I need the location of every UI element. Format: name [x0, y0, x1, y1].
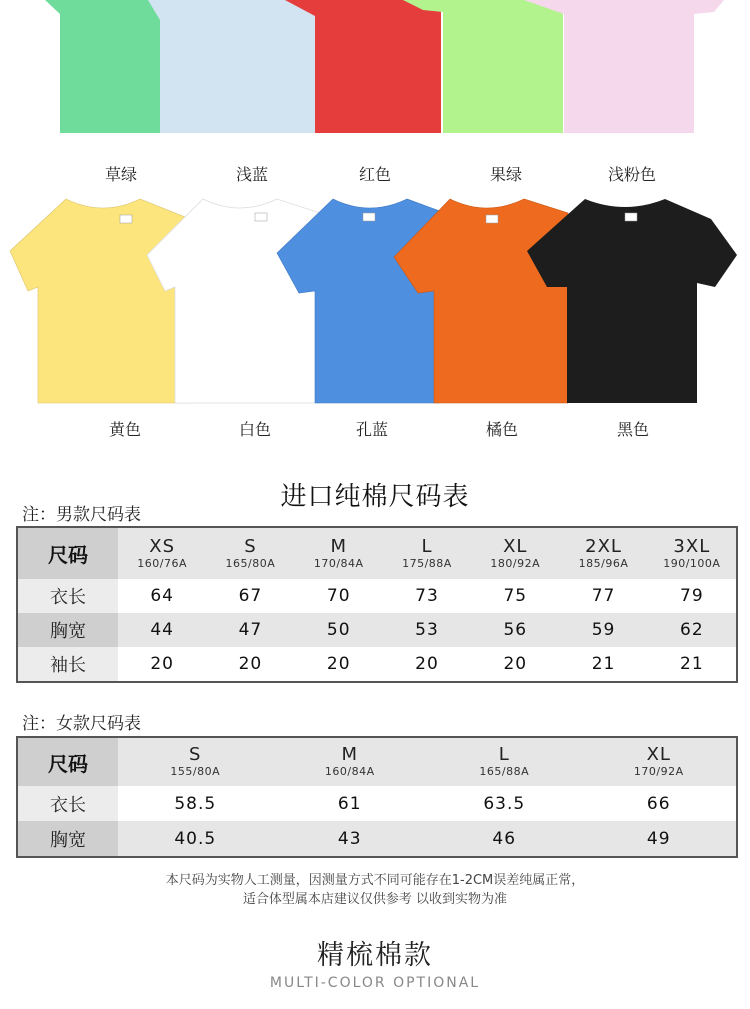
row-label: 胸宽 — [18, 821, 118, 856]
table-cell: 43 — [337, 828, 362, 849]
size-name: L — [498, 744, 510, 765]
size-spec: 170/84A — [313, 556, 364, 570]
men-size-table — [16, 526, 738, 683]
table-cell: 73 — [415, 586, 439, 606]
row-label: 袖长 — [18, 647, 118, 681]
size-spec: 180/92A — [490, 556, 541, 570]
table-cell: 21 — [591, 654, 616, 674]
size-spec: 190/100A — [663, 556, 721, 570]
color-label-light-pink: 浅粉色 — [607, 165, 656, 184]
measurement-disclaimer-line-2: 适合体型属本店建议仅供参考 以收到实物为准 — [242, 892, 508, 907]
color-label-peacock-blue: 孔蓝 — [355, 420, 388, 439]
size-name: 3XL — [673, 535, 711, 557]
color-label-red: 红色 — [358, 165, 391, 184]
women-size-note: 注：女款尺码表 — [22, 714, 141, 734]
women-size-col — [118, 738, 273, 786]
table-row — [18, 579, 736, 613]
men-size-col — [383, 528, 471, 579]
table-cell: 70 — [326, 586, 351, 606]
size-spec: 165/80A — [225, 556, 276, 570]
table-cell: 50 — [326, 620, 351, 640]
table-cell: 75 — [503, 586, 528, 606]
size-name: M — [341, 744, 359, 765]
table-cell: 49 — [646, 828, 671, 849]
color-label-orange: 橘色 — [485, 420, 518, 439]
size-name: S — [189, 744, 202, 765]
size-spec: 160/76A — [137, 556, 187, 570]
table-cell: 63.5 — [483, 793, 526, 814]
table-cell: 46 — [492, 828, 517, 849]
measurement-disclaimer-line-1: 本尺码为实物人工测量，因测量方式不同可能存在1-2CM误差纯属正常， — [165, 873, 585, 888]
women-size-col — [273, 738, 428, 786]
row-label: 衣长 — [18, 579, 118, 613]
table-cell: 79 — [680, 586, 704, 606]
men-size-col — [559, 528, 647, 579]
size-spec: 165/88A — [479, 765, 530, 778]
size-name: 2XL — [585, 535, 622, 557]
size-header-label: 尺码 — [18, 528, 118, 579]
women-size-col — [582, 738, 737, 786]
size-spec: 175/88A — [402, 556, 452, 570]
shirt-swatch-light-pink[interactable] — [524, 0, 729, 133]
table-cell: 20 — [326, 654, 351, 674]
size-spec: 170/92A — [633, 765, 684, 778]
color-label-light-blue: 浅蓝 — [235, 165, 268, 184]
color-label-white: 白色 — [238, 420, 271, 439]
women-size-header-row — [18, 738, 736, 786]
men-size-col — [295, 528, 383, 579]
table-cell: 20 — [238, 654, 263, 674]
table-cell: 61 — [337, 793, 362, 814]
men-size-col — [648, 528, 736, 579]
table-cell: 40.5 — [174, 828, 217, 849]
table-row — [18, 647, 736, 681]
women-size-col — [427, 738, 582, 786]
men-size-note: 注：男款尺码表 — [22, 505, 141, 525]
table-row — [18, 613, 736, 647]
table-cell: 56 — [503, 620, 528, 640]
table-cell: 64 — [150, 586, 174, 606]
shirt-swatch-black[interactable] — [525, 195, 740, 405]
section-title-combed-cotton: 精梳棉款 — [317, 940, 433, 971]
size-header-label: 尺码 — [18, 738, 118, 786]
table-cell: 59 — [591, 620, 616, 640]
size-spec: 155/80A — [170, 765, 221, 778]
table-cell: 66 — [646, 793, 671, 814]
men-size-header-row — [18, 528, 736, 579]
size-name: XS — [149, 535, 176, 557]
size-name: M — [330, 535, 347, 557]
table-row — [18, 786, 736, 821]
table-cell: 53 — [415, 620, 439, 640]
color-label-fruit-green: 果绿 — [489, 165, 522, 184]
table-cell: 62 — [680, 620, 704, 640]
table-cell: 20 — [415, 654, 439, 674]
women-size-table — [16, 736, 738, 858]
size-name: S — [244, 535, 257, 557]
table-cell: 20 — [150, 654, 174, 674]
row-label: 胸宽 — [18, 613, 118, 647]
men-size-col — [206, 528, 294, 579]
men-size-col — [471, 528, 559, 579]
table-cell: 58.5 — [174, 793, 217, 814]
color-label-grass-green: 草绿 — [104, 165, 137, 184]
men-size-col — [118, 528, 206, 579]
table-cell: 20 — [503, 654, 528, 674]
table-cell: 47 — [238, 620, 263, 640]
section-subtitle: MULTI-COLOR OPTIONAL — [269, 975, 481, 991]
size-name: L — [421, 535, 433, 557]
table-cell: 77 — [591, 586, 616, 606]
row-label: 衣长 — [18, 786, 118, 821]
top-swatch-row — [0, 0, 750, 134]
size-name: XL — [646, 744, 671, 765]
size-spec: 160/84A — [324, 765, 375, 778]
color-label-black: 黑色 — [616, 420, 649, 439]
size-chart-title: 进口纯棉尺码表 — [280, 482, 470, 512]
table-cell: 21 — [680, 654, 704, 674]
size-spec: 185/96A — [578, 556, 629, 570]
table-cell: 67 — [238, 586, 263, 606]
size-name: XL — [503, 535, 528, 557]
table-cell: 44 — [150, 620, 174, 640]
table-row — [18, 821, 736, 856]
color-label-yellow: 黄色 — [108, 420, 141, 439]
